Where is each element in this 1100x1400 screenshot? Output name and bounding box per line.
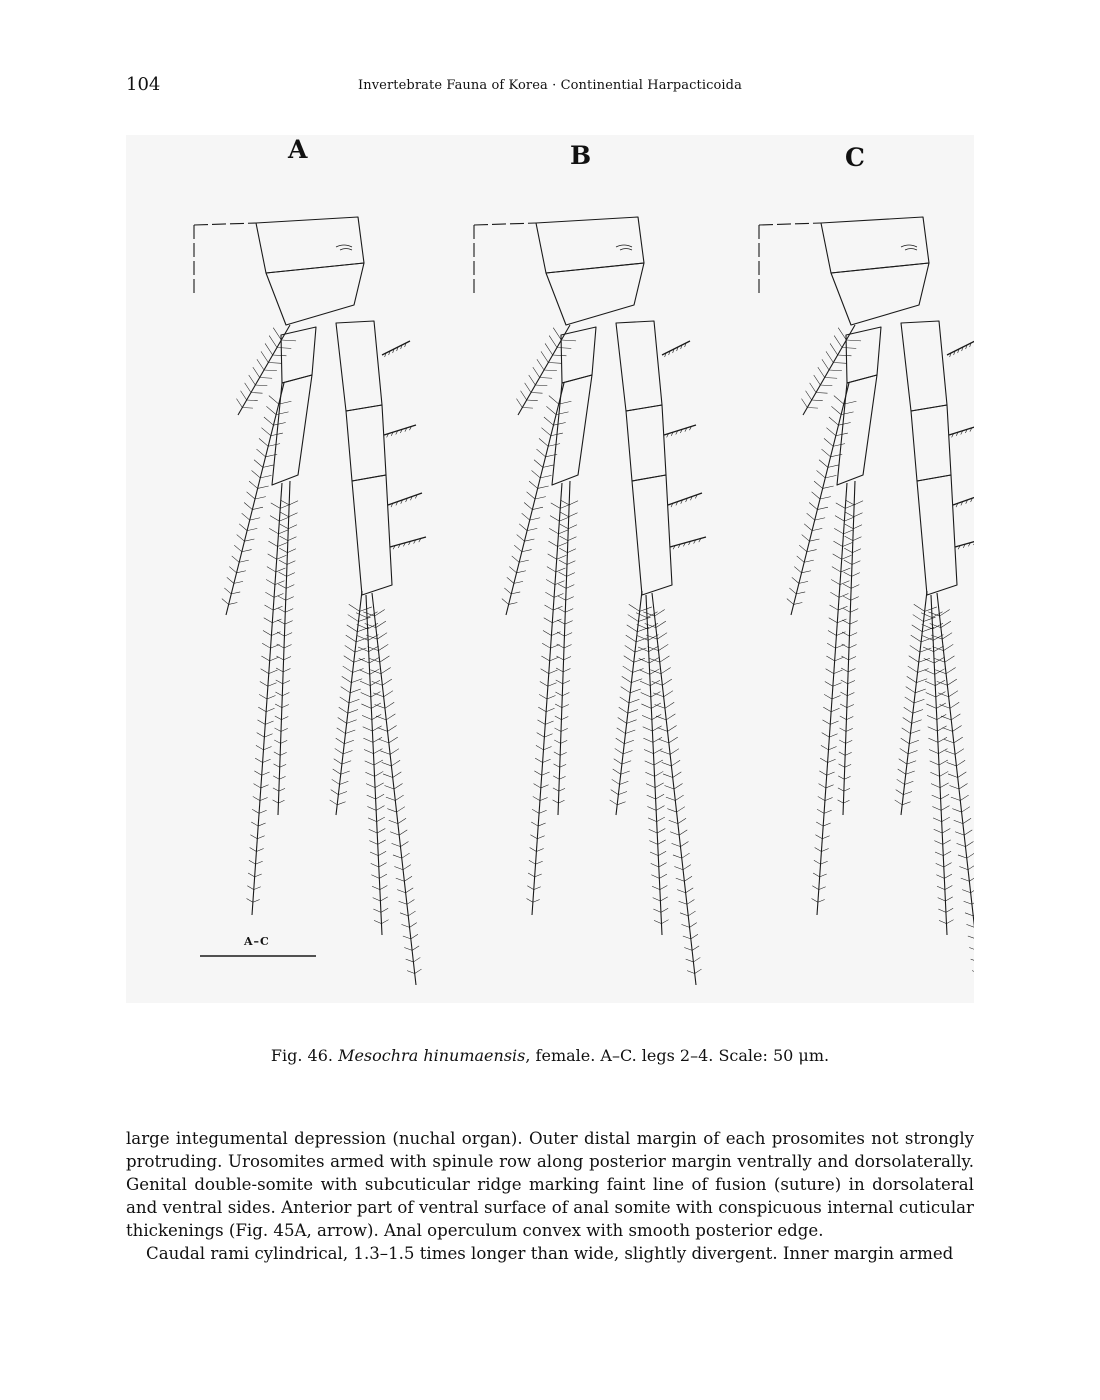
panel-label-a: A — [288, 135, 308, 164]
page-number: 104 — [126, 74, 161, 95]
caption-prefix: Fig. 46. — [270, 1046, 333, 1065]
leg-illustrations — [126, 135, 974, 1003]
paragraph-2: Caudal rami cylindrical, 1.3–1.5 times longer than wide, slightly divergent. Inner margin armed — [146, 1244, 954, 1263]
panel-label-b: B — [570, 141, 592, 170]
caption-rest: , female. A–C. legs 2–4. Scale: 50 μm. — [525, 1046, 830, 1065]
figure-caption — [126, 1046, 974, 1065]
panel-label-c: C — [845, 143, 865, 172]
body-text — [126, 1127, 974, 1265]
figure-46 — [126, 135, 974, 1003]
running-head: Invertebrate Fauna of Korea · Continential Harpacticoida — [358, 78, 742, 93]
paragraph-1: large integumental depression (nuchal organ). Outer distal margin of each prosomites not strongly protruding. Urosomites armed with spinule row along posterior margin ventrally and dorsolaterally. Genital double-somite with subcuticular ridge marking faint line of fusion (suture) in dorsolateral and ventral sides. Anterior part of ventral surface of anal somite with conspicuous internal cuticular thickenings (Fig. 45A, arrow). Anal operculum convex with smooth posterior edge. — [126, 1129, 974, 1240]
page-header — [126, 74, 974, 98]
caption-species: Mesochra hinumaensis — [338, 1046, 526, 1065]
scale-bar-label: A–C — [244, 935, 270, 948]
